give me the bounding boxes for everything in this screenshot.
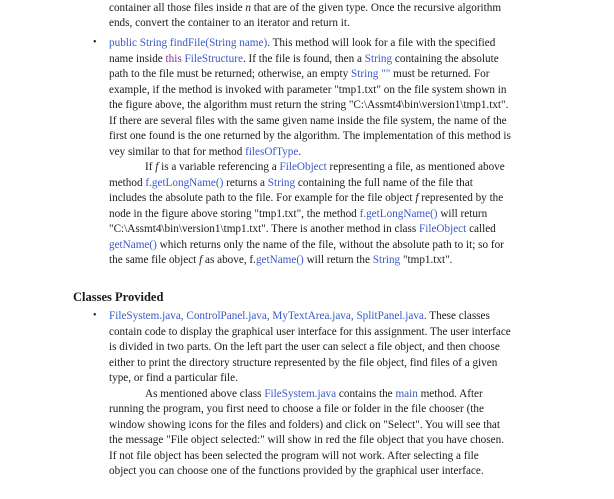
text-line: As mentioned above class FileSystem.java contains the main method. After	[145, 388, 483, 400]
text-line: path to the file must be returned; otherwise, an empty String "" must be returned. For	[109, 68, 490, 80]
text-line: the same file object f as above, f.getName() will return the String "tmp1.txt".	[109, 254, 453, 266]
text-line: running the program, you first need to choose a file or folder in the file chooser (the	[109, 403, 484, 415]
text-line: includes the absolute path to the file. For example for the file object f represented by the	[109, 192, 504, 204]
text-line: the figure above, the algorithm must return the string "C:\Assmt4\bin\version1\tmp1.txt".	[109, 99, 509, 111]
text-line: example, if the method is invoked with parameter "tmp1.txt" on the file system shown in	[109, 84, 507, 96]
bullet-icon: •	[93, 310, 97, 321]
text-line: is divided in two parts. On the left part the user can select a file object, and then choose	[109, 341, 500, 353]
text-line: FileSystem.java, ControlPanel.java, MyTextArea.java, SplitPanel.java. These classes	[109, 310, 490, 322]
text-line: the message "File object selected:" will show in red the file object that you have chosen.	[109, 434, 504, 446]
text-line: If there are several files with the same given name inside the file system, the name of the	[109, 115, 507, 127]
text-line: name inside this FileStructure. If the file is found, then a String containing the absolute	[109, 53, 499, 65]
text-line: If not file object has been selected the program will not work. After selecting a file	[109, 450, 479, 462]
text-line: public String findFile(String name). This method will look for a file with the specified	[109, 37, 496, 49]
text-line: contain code to display the graphical user interface for this assignment. The user interface	[109, 326, 511, 338]
bullet-icon: •	[93, 37, 97, 48]
text-line: object you can choose one of the functions provided by the graphical user interface.	[109, 465, 484, 477]
text-line: vey similar to that for method filesOfType.	[109, 146, 302, 158]
text-line: getName() which returns only the name of the file, without the absolute path to it; so for	[109, 239, 504, 251]
text-line: first one found is the one returned by the algorithm. The implementation of this method is	[109, 130, 511, 142]
text-line: container all those files inside n that are of the given type. Once the recursive algorithm	[109, 2, 502, 14]
text-line: "C:\Assmt4\bin\version1\tmp1.txt". There is another method in class FileObject called	[109, 223, 496, 235]
text-line: window showing icons for the files and folders) and click on "Select". You will see that	[109, 419, 500, 431]
text-line: method f.getLongName() returns a String containing the full name of the file that	[109, 177, 473, 189]
text-line: If f is a variable referencing a FileObject representing a file, as mentioned above	[145, 161, 505, 173]
text-line: ends, convert the container to an iterator and return it.	[109, 17, 350, 29]
text-line: type, or find a particular file.	[109, 372, 238, 384]
section-heading: Classes Provided	[73, 290, 164, 304]
text-line: either to print the directory structure represented by the file object, find files of a given	[109, 357, 498, 369]
text-line: node in the figure above storing "tmp1.txt", the method f.getLongName() will return	[109, 208, 488, 220]
